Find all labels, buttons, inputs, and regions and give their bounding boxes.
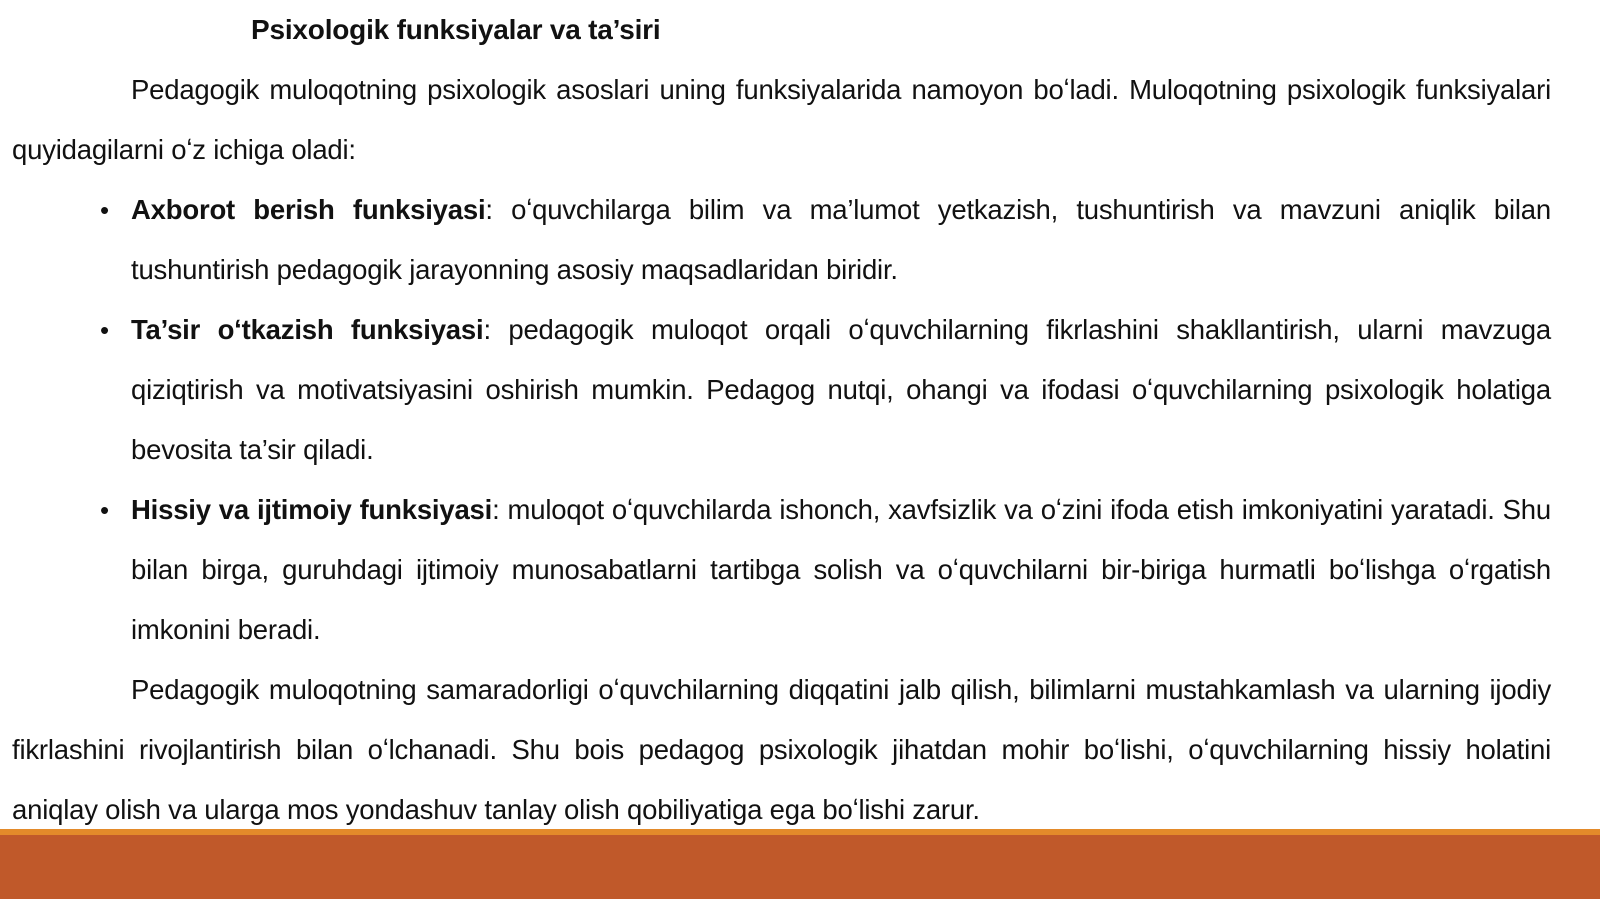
bullet-dot-icon: • <box>100 495 109 525</box>
bullet-item-influence <box>100 300 1551 480</box>
footer-bar <box>0 835 1600 899</box>
bullet-term: Ta’sir oʻtkazish funksiyasi <box>131 314 484 345</box>
bullet-text: oʻquvchilarga bilim va ma’lumot yetkazish, tushuntirish va mavzuni aniqlik bilan tushuntirish pedagogik jarayonning asosiy maqsadlaridan biridir. <box>131 194 1551 285</box>
function-list <box>12 180 1551 660</box>
intro-paragraph: Pedagogik muloqotning psixologik asoslari uning funksiyalarida namoyon boʻladi. Muloqotning psixologik funksiyalari quyidagilarni oʻz ichiga oladi: <box>12 74 1551 165</box>
bullet-item-information <box>100 180 1551 300</box>
bullet-separator: : <box>492 494 500 525</box>
bullet-dot-icon: • <box>100 195 109 225</box>
bullet-term: Axborot berish funksiyasi <box>131 194 486 225</box>
bullet-item-emotional-social <box>100 480 1551 660</box>
bullet-dot-icon: • <box>100 315 109 345</box>
slide-content <box>12 0 1551 840</box>
slide-title: Psixologik funksiyalar va ta’siri <box>251 14 661 45</box>
bullet-separator: : <box>485 194 493 225</box>
bullet-text: pedagogik muloqot orqali oʻquvchilarning fikrlashini shakllantirish, ularni mavzuga qiziqtirish va motivatsiyasini oshirish mumkin. Pedagog nutqi, ohangi va ifodasi oʻquvchilarning psixologik holatiga bevosita ta’sir qiladi. <box>131 314 1551 465</box>
bullet-text: muloqot oʻquvchilarda ishonch, xavfsizlik va oʻzini ifoda etish imkoniyatini yaratadi. Shu bilan birga, guruhdagi ijtimoiy munosabatlarni tartibga solish va oʻquvchilarni bir-biriga hurmatli boʻlishga oʻrgatish imkonini beradi. <box>131 494 1551 645</box>
bullet-term: Hissiy va ijtimoiy funksiyasi <box>131 494 493 525</box>
bullet-separator: : <box>483 314 491 345</box>
conclusion-paragraph: Pedagogik muloqotning samaradorligi oʻquvchilarning diqqatini jalb qilish, bilimlarni mustahkamlash va ularning ijodiy fikrlashini rivojlantirish bilan oʻlchanadi. Shu bois pedagog psixologik jihatdan mohir boʻlishi, oʻquvchilarning hissiy holatini aniqlay olish va ularga mos yondashuv tanlay olish qobiliyatiga ega boʻlishi zarur. <box>12 674 1551 825</box>
